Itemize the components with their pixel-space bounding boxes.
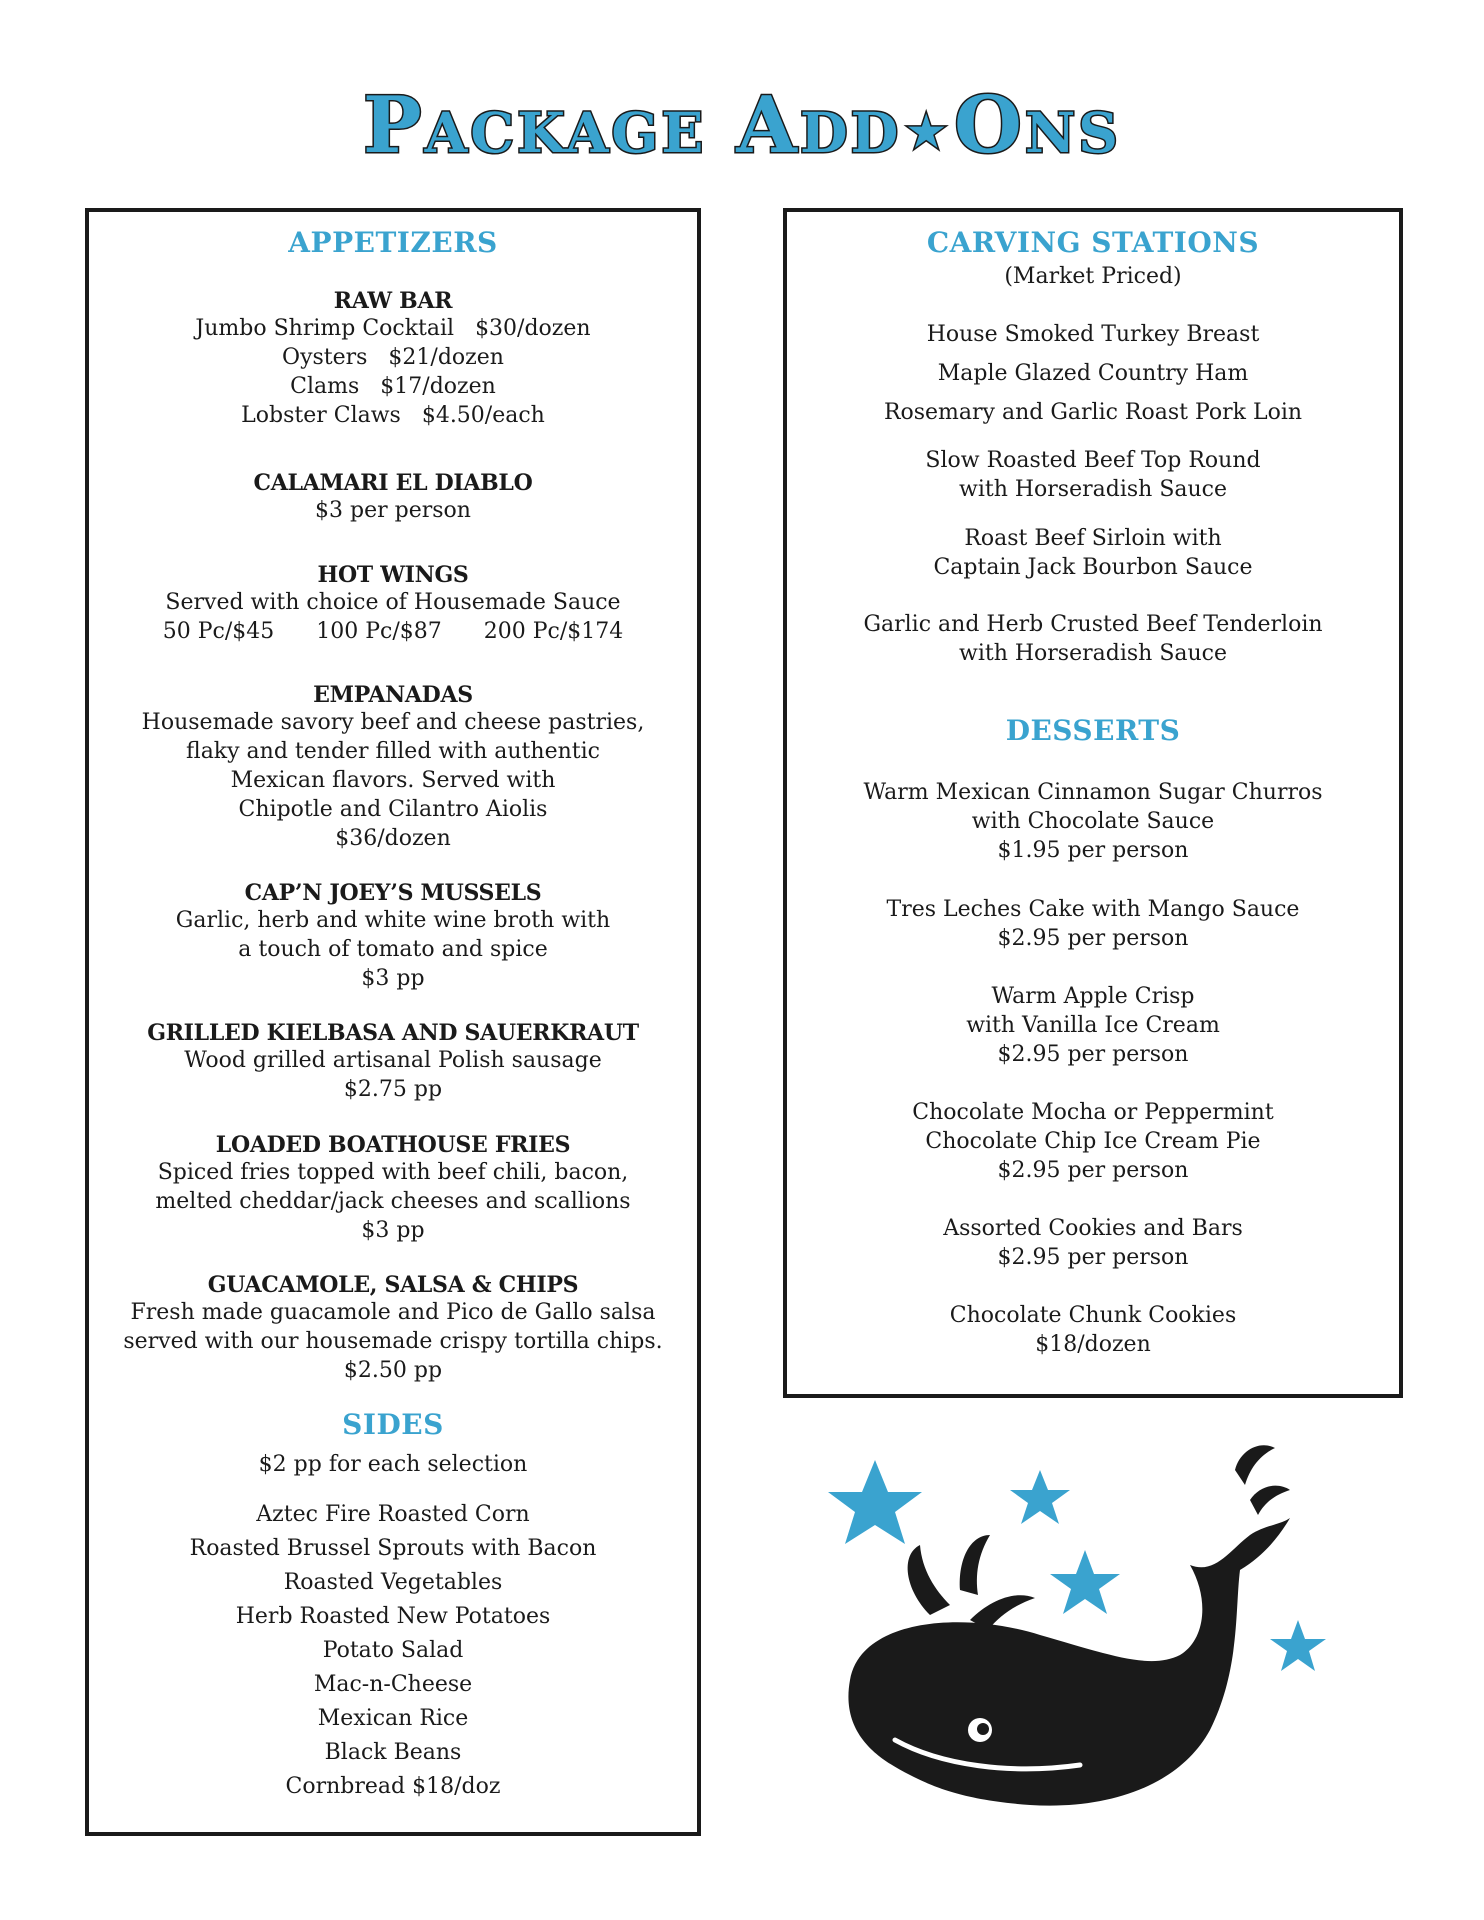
dessert-item [787,982,1399,1069]
item-line: $3 per person [315,498,471,523]
item-line: with Vanilla Ice Cream [966,1013,1220,1038]
item-line: Mexican flavors. Served with [230,768,556,793]
star-icon [1050,1550,1120,1614]
item-line: served with our housemade crispy tortilla chips. [123,1329,663,1354]
water-spout [908,1545,950,1615]
item-line: Fresh made guacamole and Pico de Gallo salsa [130,1300,656,1325]
title-right: Ons [954,80,1121,171]
appetizers-heading: APPETIZERS [288,226,498,259]
item-name: EMPANADAS [313,682,473,708]
water-spout [1250,1486,1290,1515]
carving-item: Maple Glazed Country Ham [937,361,1249,386]
side-item: Roasted Vegetables [283,1570,503,1595]
title-left: Package Add [363,80,902,171]
side-item: Cornbread $18/doz [285,1774,501,1799]
carving-item [787,610,1399,668]
side-item: Potato Salad [322,1638,464,1663]
carving-item [787,524,1399,582]
menu-item-mussels [89,880,697,993]
item-line: $3 pp [361,966,425,991]
side-item: Mac-n-Cheese [313,1672,473,1697]
item-name: CALAMARI EL DIABLO [253,470,533,496]
item-line: Warm Mexican Cinnamon Sugar Churros [863,780,1323,805]
item-line: $36/dozen [335,826,451,851]
item-name: LOADED BOATHOUSE FRIES [215,1132,571,1158]
sides-heading: SIDES [342,1408,444,1441]
appetizers-panel [85,208,701,1836]
item-line: Spiced fries topped with beef chili, bacon, [157,1160,629,1185]
dessert-item [787,1214,1399,1272]
item-line: Assorted Cookies and Bars [943,1216,1243,1241]
item-line: melted cheddar/jack cheeses and scallions [155,1189,631,1214]
side-item: Herb Roasted New Potatoes [235,1604,551,1629]
item-line: Wood grilled artisanal Polish sausage [184,1048,602,1073]
whale-pupil [977,1723,989,1735]
star-icon: ★ [907,107,948,156]
item-line: $2.75 pp [343,1077,443,1102]
item-line: Chocolate Chunk Cookies [949,1303,1237,1328]
item-line: Roast Beef Sirloin with [964,526,1222,551]
dessert-item [787,1098,1399,1185]
page-title [0,80,1484,171]
item-line: flaky and tender filled with authentic [186,739,600,764]
menu-item-hot-wings [89,562,697,646]
item-line: Warm Apple Crisp [991,984,1195,1009]
item-line: Garlic and Herb Crusted Beef Tenderloin [863,612,1323,637]
item-line: Lobster Claws $4.50/each [241,403,545,428]
star-icon [828,1460,922,1544]
water-spout [960,1535,990,1595]
item-name: GRILLED KIELBASA AND SAUERKRAUT [147,1020,639,1046]
item-line: Served with choice of Housemade Sauce [165,590,621,615]
item-line: Oysters $21/dozen [282,345,504,370]
item-line: Slow Roasted Beef Top Round [925,448,1261,473]
item-line: a touch of tomato and spice [238,937,548,962]
item-line: Captain Jack Bourbon Sauce [933,555,1253,580]
item-line: $18/dozen [1035,1332,1151,1357]
carving-desserts-panel [783,208,1403,1398]
carving-item [787,446,1399,504]
carving-note: (Market Priced) [1004,264,1182,289]
item-line: 50 Pc/$45 100 Pc/$87 200 Pc/$174 [162,619,624,644]
item-line: $2.95 per person [997,1158,1189,1183]
star-icon [1010,1470,1070,1524]
item-name: GUACAMOLE, SALSA & CHIPS [207,1272,579,1298]
whale-illustration [810,1440,1370,1820]
sides-list [89,1498,697,1804]
item-line: $2.95 per person [997,926,1189,951]
item-line: Chocolate Mocha or Peppermint [912,1100,1274,1125]
item-name: HOT WINGS [317,562,469,588]
item-line: Chocolate Chip Ice Cream Pie [925,1129,1261,1154]
carving-item: Rosemary and Garlic Roast Pork Loin [883,400,1303,425]
item-line: Tres Leches Cake with Mango Sauce [886,897,1300,922]
dessert-item [787,778,1399,865]
item-line: with Horseradish Sauce [958,477,1228,502]
side-item: Roasted Brussel Sprouts with Bacon [189,1536,597,1561]
item-line: with Chocolate Sauce [971,809,1215,834]
side-item: Mexican Rice [317,1706,469,1731]
item-line: $2.95 per person [997,1245,1189,1270]
item-line: $2.95 per person [997,1042,1189,1067]
side-item: Aztec Fire Roasted Corn [256,1502,530,1527]
item-name: RAW BAR [333,288,453,314]
item-line: $1.95 per person [997,838,1189,863]
item-line: Jumbo Shrimp Cocktail $30/dozen [195,316,591,341]
item-line: $2.50 pp [343,1358,443,1383]
item-line: Chipotle and Cilantro Aiolis [238,797,548,822]
item-line: Garlic, herb and white wine broth with [175,908,611,933]
item-line: $3 pp [361,1218,425,1243]
sides-note: $2 pp for each selection [258,1452,528,1477]
side-item: Black Beans [324,1740,462,1765]
menu-item-kielbasa [89,1020,697,1104]
menu-item-guacamole [89,1272,697,1385]
item-line: Clams $17/dozen [290,374,496,399]
carving-item: House Smoked Turkey Breast [926,322,1260,347]
item-line: with Horseradish Sauce [958,641,1228,666]
menu-item-empanadas [89,682,697,853]
desserts-heading: DESSERTS [1005,714,1181,747]
carving-heading: CARVING STATIONS [926,226,1260,259]
menu-item-raw-bar [89,288,697,430]
menu-item-calamari [89,470,697,525]
item-name: CAP’N JOEY’S MUSSELS [244,880,542,906]
star-icon [1270,1620,1326,1671]
dessert-item [787,1301,1399,1359]
item-line: Housemade savory beef and cheese pastries, [141,710,645,735]
menu-item-fries [89,1132,697,1245]
water-spout [1235,1445,1275,1485]
dessert-item [787,895,1399,953]
